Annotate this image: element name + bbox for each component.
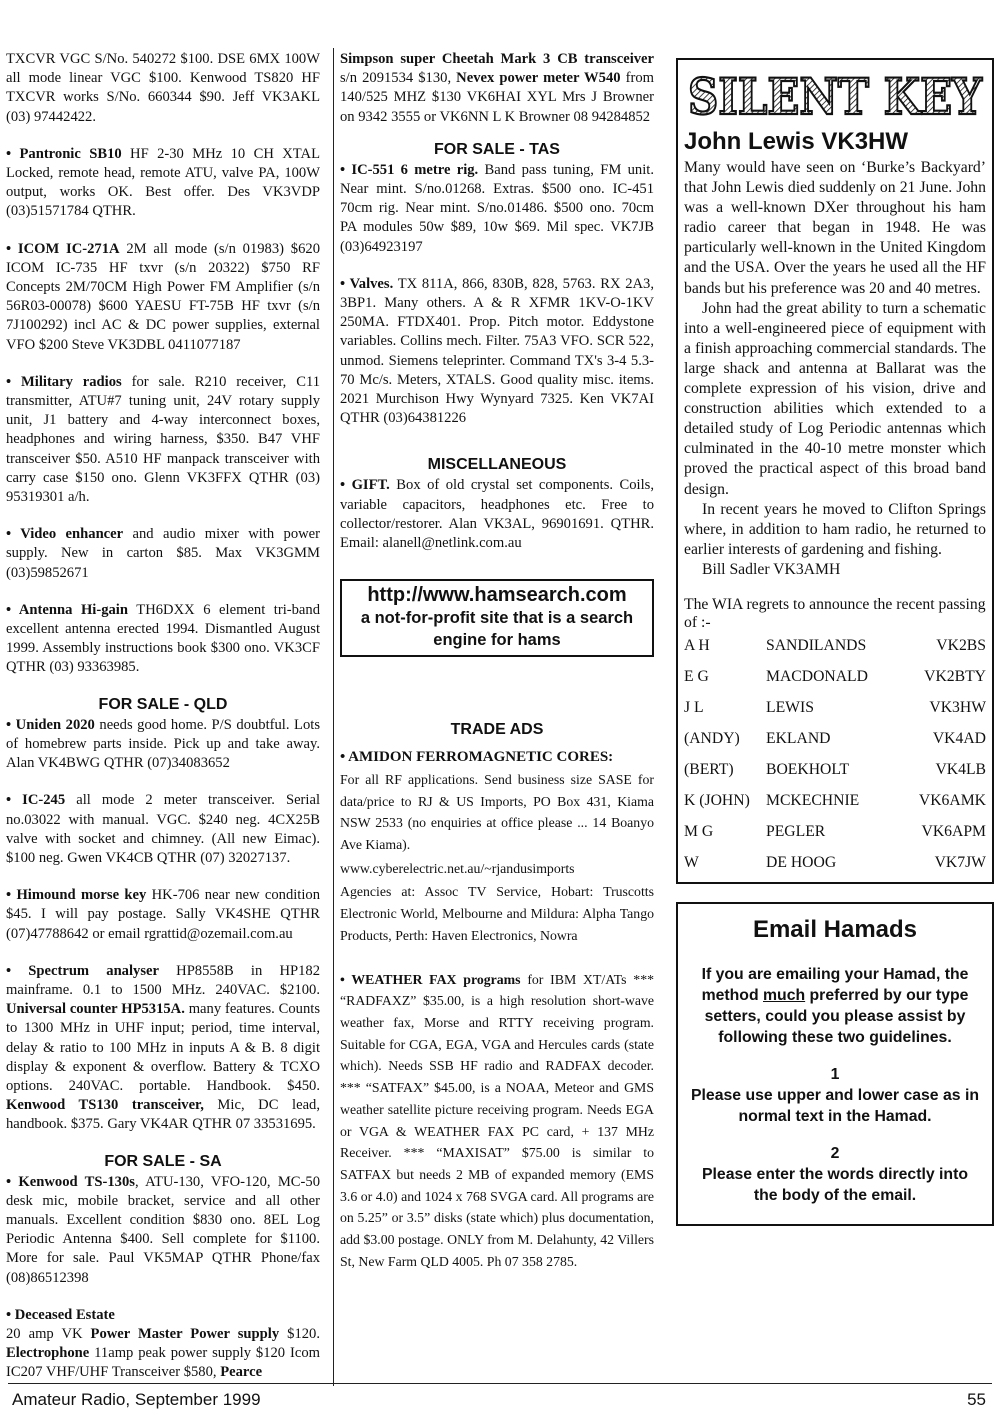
initials: K (JOHN) bbox=[684, 791, 750, 809]
ad-head: • Military radios bbox=[6, 373, 122, 390]
passing-intro: The WIA regrets to announce the recent passing of :- bbox=[684, 595, 986, 631]
ad-head: • AMIDON FERROMAGNETIC CORES: bbox=[340, 749, 614, 766]
passing-row bbox=[684, 816, 986, 847]
email-hamads-box bbox=[676, 902, 994, 1226]
footer-publication: Amateur Radio, September 1999 bbox=[12, 1390, 261, 1409]
ad-text: 20 amp VK bbox=[6, 1325, 83, 1342]
ad-text: TXCVR VGC S/No. 540272 $100. DSE 6MX 100W all mode linear VGC $100. Kenwood TS820 HF TXCVR works S/No. 660344 $90. Jeff VK3AKL (03) 97442422. bbox=[6, 51, 320, 125]
initials: J L bbox=[684, 698, 704, 716]
initials: E G bbox=[684, 667, 709, 685]
section-title-tas: FOR SALE - TAS bbox=[434, 140, 560, 158]
initials: W bbox=[684, 853, 699, 871]
ad-text: HF 2-30 MHz 10 CH XTAL Locked, remote head, remote ATU, valve PA, 100W output, works OK. Best offer. Des VK3VDP (03)51571784 QTHR. bbox=[6, 145, 320, 220]
silent-key-banner bbox=[685, 66, 985, 124]
ad-head: Electrophone bbox=[6, 1345, 90, 1362]
ad-text: needs good home. P/S doubtful. Lots of homebrew parts inside. Pick up and take away. Alan VK4BWG QTHR (07)34083652 bbox=[6, 716, 321, 772]
ad-head: • Uniden 2020 bbox=[6, 716, 95, 733]
ad-text: 2M all mode (s/n 01983) $620 ICOM IC-735 HF txvr (s/n 20322) $750 RF Concepts 2M/70CM High Power FM Amplifier (s/n 56R03-00078) $600 YAESU FT-75B HF txvr (s/n 7J100292) incl AC & DC power supplies, external VFO $200 Steve VK3DBL 0411077187 bbox=[6, 240, 320, 353]
ad-antenna bbox=[6, 601, 320, 678]
hamsearch-tagline: a not-for-profit site that is a search engine for hams bbox=[360, 609, 634, 650]
ad-head: • Deceased Estate bbox=[6, 1306, 115, 1323]
obituary-signoff: Bill Sadler VK3AMH bbox=[702, 560, 841, 578]
initials: (ANDY) bbox=[684, 729, 740, 747]
intro-text: preferred by our type setters, could you please assist by following these two guidelines. bbox=[704, 986, 969, 1046]
ad-text: , ATU-130, VFO-120, MC-50 desk mic, mobile bracket, service and all other manuals. Excellent condition $830 ono. 8EL Log Periodic Antenna $400. Sell complete for $1100. More for sale. Paul VK5MAP QTHR Phone/fax (08)86512398 bbox=[6, 1173, 320, 1286]
obituary-paragraph: John had the great ability to turn a schematic into a well-engineered piece of equipment with a finish approaching commercial standards. The large shack and antenna at Ballarat was the complete expression of his vision, drive and construction abilities which extended to a detailed study of Log Periodic antennas which culminated in the 40-10 metre monster which proved the practical aspect of this broad band design. bbox=[684, 299, 986, 498]
ad-head: • Himound morse key bbox=[6, 887, 147, 904]
ad-text: $120. bbox=[279, 1325, 320, 1342]
passing-list bbox=[684, 630, 986, 878]
ad-head: Power Master Power supply bbox=[82, 1325, 280, 1342]
ad-text: TX 811A, 866, 830B, 828, 5763. RX 2A3, 3BP1. Many others. A & R XFMR 1KV-O-1KV 250MA. FTDX401. Prop. Pitch motor. Eddystone variables. Collins mech. Filter. 75A3 VFO. SCR 522, unmod. Siemens teleprinter. Command TX's 3-4 5.3-70 Mc/s. Meters, XTALS. Good quality misc. items. 2021 Murchison Hwy Wynyard 7325. Ken VK7AI QTHR (03)64381226 bbox=[340, 275, 655, 427]
passing-row bbox=[684, 754, 986, 785]
ad-text: HP8558B in HP182 mainframe. 0.1 to 1500 MHz. 240VAC. $2100. bbox=[6, 962, 320, 998]
ad-head: Nevex power meter W540 bbox=[451, 70, 621, 87]
intro-emphasis: much bbox=[763, 986, 806, 1004]
ad-head: • Spectrum analyser bbox=[6, 962, 159, 979]
ad-head: Kenwood TS130 transceiver, bbox=[6, 1097, 204, 1114]
ad-gift bbox=[340, 476, 654, 553]
ad-head: Universal counter HP5315A. bbox=[6, 1001, 185, 1018]
surname: PEGLER bbox=[766, 822, 826, 840]
callsign: VK2BS bbox=[936, 636, 986, 654]
ad-morse-key bbox=[6, 886, 320, 944]
ad-text: from 140/525 MHZ $130 VK6HAI XYL Mrs J Browner on 9342 3555 or VK6NN L K Browner 08 94284852 bbox=[340, 70, 654, 125]
ad-head: • Video enhancer bbox=[6, 526, 124, 543]
ad-deceased-items bbox=[6, 1325, 320, 1383]
ad-text: Band pass tuning, FM unit. Near mint. S/no.01268. Extras. $500 ono. IC-451 70cm rig. Near mint. S/no.01486. $500 ono. 70cm PA modules 50w $89, 10w $69. Mil spec. VK7JB (03)64923197 bbox=[340, 161, 654, 255]
ad-text: and audio mixer with power supply. New in carton $85. Max VK3GMM (03)59852671 bbox=[6, 526, 320, 581]
ad-text: 11amp peak power supply $120 Icom IC207 VHF/UHF Transceiver $580, bbox=[6, 1345, 320, 1381]
section-title-qld: FOR SALE - QLD bbox=[98, 695, 228, 713]
guideline-number: 1 bbox=[830, 1065, 840, 1083]
ad-text: Box of old crystal set components. Coils, variable capacitors, headphones etc. Free to collector/restorer. Alan VK3AL, 96901691. QTHR. Email: alanell@netlink.com.au bbox=[340, 477, 654, 552]
callsign: VK3HW bbox=[929, 698, 986, 716]
column-1 bbox=[6, 50, 320, 1401]
ad-text: TH6DXX 6 element tri-band excellent antenna erected 1994. Dismantled August 1999. Assembly instructions book $300 ono. VK3CF QTHR (03) 93363985. bbox=[6, 601, 321, 676]
surname: BOEKHOLT bbox=[766, 760, 850, 778]
ad-head: Pearce bbox=[216, 1364, 263, 1381]
obituary-name: John Lewis VK3HW bbox=[684, 128, 909, 155]
passing-row bbox=[684, 723, 986, 754]
ad-text: For all RF applications. Send business size SASE for data/price to RJ & US Imports, PO Box 431, Kiama NSW 2533 (no enquiries at office please ... 14 Boanyo Ave Kiama). bbox=[340, 771, 654, 853]
ad-video bbox=[6, 525, 320, 583]
ad-text: for sale. R210 receiver, C11 transmitter, ATU#7 tuning unit, 24V rotary supply unit, J1 battery and 4-way interconnect boxes, headphones and wiring harness, $350. B47 VHF transceiver $50. A510 HF manpack transceiver with carry case $150 ono. Glenn VK3FFX QTHR (03) 95319301 a/h. bbox=[6, 373, 320, 506]
passing-row bbox=[684, 661, 986, 692]
ad-head: • Valves. bbox=[340, 275, 394, 292]
initials: M G bbox=[684, 822, 714, 840]
passing-row bbox=[684, 630, 986, 661]
trade-url[interactable]: www.cyberelectric.net.au/~rjandusimports bbox=[340, 860, 575, 876]
hamsearch-box bbox=[340, 579, 654, 657]
callsign: VK6AMK bbox=[918, 791, 986, 809]
guideline-text: Please use upper and lower case as in normal text in the Hamad. bbox=[691, 1086, 979, 1125]
ad-text: Mic, DC lead, handbook. $375. Gary VK4AR QTHR 07 33531695. bbox=[6, 1097, 320, 1133]
ad-military bbox=[6, 373, 320, 507]
guideline-number: 2 bbox=[830, 1144, 840, 1162]
callsign: VK4AD bbox=[932, 729, 986, 747]
ad-uniden bbox=[6, 716, 320, 774]
surname: MACDONALD bbox=[766, 667, 868, 685]
page-number: 55 bbox=[967, 1390, 986, 1409]
initials: A H bbox=[684, 636, 710, 654]
ad-icom bbox=[6, 240, 320, 355]
column-divider bbox=[333, 48, 334, 1386]
column-2 bbox=[340, 50, 654, 1286]
surname: MCKECHNIE bbox=[766, 791, 860, 809]
ad-head: • WEATHER FAX programs bbox=[340, 971, 521, 987]
callsign: VK4LB bbox=[935, 760, 986, 778]
passing-row bbox=[684, 847, 986, 878]
obituary-paragraph: Many would have seen on ‘Burke’s Backyard’ that John Lewis died suddenly on 21 June. John was a well-known DXer throughout his ham radio career that began in 1948. He was particularly well-known in the United Kingdom and the USA. Over the years he used all the HF bands but his preference was 20 and 40 metres. bbox=[684, 159, 986, 297]
ad-head: • Pantronic SB10 bbox=[6, 145, 122, 162]
callsign: VK7JW bbox=[934, 853, 986, 871]
surname: LEWIS bbox=[766, 698, 814, 716]
silent-key-box bbox=[676, 58, 994, 884]
guideline-text: Please enter the words directly into the body of the email. bbox=[702, 1165, 968, 1204]
intro-text: If you are emailing your Hamad, the method bbox=[701, 965, 969, 1004]
ad-simpson bbox=[340, 50, 654, 127]
ad-text: for IBM XT/ATs *** “RADFAXZ” $35.00, is a high resolution short-wave weather fax, Morse and RTTY receiving program. Suitable for CGA, EGA, VGA and Hercules cards (state which). Needs SSB HF radio and RADFAX decoder. *** “SATFAX” $45.00, is a NOAA, Meteor and GMS weather satellite picture receiving program. Needs EGA or VGA & WEATHER FAX PC card, + 137 MHz Receiver. *** “MAXISAT” $75.00 is similar to SATFAX but needs 2 MB of expanded memory (EMS 3.6 or 4.0) and 1024 x 768 SVGA card. All programs are on 5.25” or 3.5” disks (state which) plus documentation, add $3.00 postage. ONLY from M. Delahunty, 42 Villers St, New Farm QLD 4005. Ph 07 358 2785. bbox=[340, 971, 654, 1269]
column-3 bbox=[676, 58, 994, 1226]
ad-text: all mode 2 meter transceiver. Serial no.03022 with manual. VGC. $240 neg. 4CX25B valve with socket and chimney. (All new Eimac). $100 neg. Gwen VK4CB QTHR (07) 32027137. bbox=[6, 792, 320, 866]
passing-row bbox=[684, 785, 986, 816]
email-hamads-intro bbox=[688, 964, 982, 1048]
ad-spectrum bbox=[6, 962, 320, 1135]
ad-text: HK-706 near new condition $45. I will pay postage. Sally VK4SHE QTHR (07)47788642 or email rgrattid@ozemail.com.au bbox=[6, 887, 320, 942]
surname: EKLAND bbox=[766, 729, 831, 747]
ad-head: • ICOM IC-271A bbox=[6, 240, 120, 257]
ad-valves bbox=[340, 275, 654, 429]
ad-head: • IC-245 bbox=[6, 792, 66, 809]
ad-head: • Antenna Hi-gain bbox=[6, 601, 128, 618]
ad-deceased-estate bbox=[6, 1306, 320, 1325]
callsign: VK6APM bbox=[921, 822, 986, 840]
ad-ic245 bbox=[6, 791, 320, 868]
section-title-misc: MISCELLANEOUS bbox=[427, 456, 567, 474]
ad-kenwood bbox=[6, 1173, 320, 1288]
obituary-paragraph: In recent years he moved to Clifton Springs where, in addition to ham radio, he returned to earlier interests of gardening and fishing. bbox=[684, 500, 986, 558]
trade-ad-weather-fax bbox=[340, 969, 654, 1273]
surname: DE HOOG bbox=[766, 853, 837, 871]
ad-head: • Kenwood TS-130s bbox=[6, 1173, 135, 1190]
ad-head: Simpson super Cheetah Mark 3 CB transceiver bbox=[340, 51, 654, 67]
ad-1 bbox=[6, 50, 320, 127]
hamsearch-url[interactable]: http://www.hamsearch.com bbox=[367, 584, 627, 607]
section-title-sa: FOR SALE - SA bbox=[104, 1152, 222, 1170]
trade-ad-amidon bbox=[340, 747, 654, 946]
callsign: VK2BTY bbox=[924, 667, 986, 685]
ad-text: s/n 2091534 $130, bbox=[340, 70, 452, 87]
ad-text: many features. Counts to 1300 MHz in UHF input; period, time interval, delay & ratio to 100 MHz in inputs A & B. 8 digit display & exponent & overflow. Battery & TCXO options. 240VAC. portable. Handbook. $450. bbox=[6, 1001, 320, 1094]
ad-head: • GIFT. bbox=[340, 477, 390, 494]
passing-row bbox=[684, 692, 986, 723]
ad-head: • IC-551 6 metre rig. bbox=[340, 161, 479, 178]
silent-key-banner-text: SILENT KEY bbox=[688, 67, 984, 124]
initials: (BERT) bbox=[684, 760, 734, 778]
section-title-trade: TRADE ADS bbox=[450, 721, 544, 739]
ad-text: Agencies at: Assoc TV Service, Hobart: Truscotts Electronic World, Melbourne and Mildura: Alpha Tango Products, Perth: Haven Electronics, Nowra bbox=[340, 884, 654, 943]
email-hamads-title: Email Hamads bbox=[752, 915, 918, 943]
surname: SANDILANDS bbox=[766, 636, 867, 654]
page-footer bbox=[8, 1383, 992, 1414]
ad-pantronic bbox=[6, 145, 320, 222]
ad-ic551 bbox=[340, 161, 654, 257]
